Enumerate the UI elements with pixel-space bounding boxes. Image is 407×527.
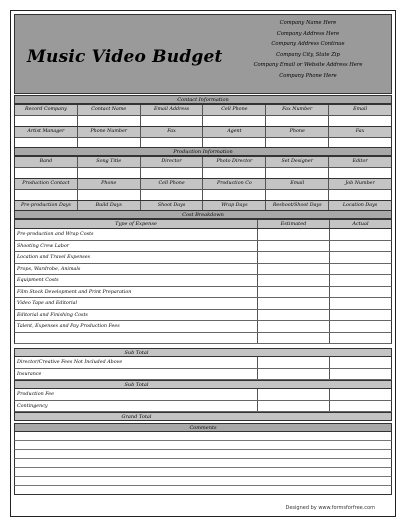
production-input[interactable] bbox=[266, 190, 329, 200]
comment-line[interactable] bbox=[14, 459, 392, 468]
cost-row-blank bbox=[14, 333, 392, 345]
cost-item-label: Location and Travel Expenses bbox=[15, 252, 258, 263]
production-label: Cell Phone bbox=[141, 179, 204, 189]
contact-label: Fax bbox=[355, 129, 365, 134]
cost-row bbox=[14, 241, 392, 253]
production-section-title: Production Information bbox=[14, 147, 392, 156]
comment-line[interactable] bbox=[14, 432, 392, 441]
estimated-input[interactable] bbox=[258, 357, 330, 368]
cost-item-input[interactable] bbox=[15, 333, 258, 344]
production-label: Production Contact bbox=[15, 179, 78, 189]
estimated-input[interactable] bbox=[258, 275, 330, 286]
cost-section-title: Cost Breakdown bbox=[14, 210, 392, 219]
comment-line[interactable] bbox=[14, 468, 392, 477]
company-info bbox=[243, 18, 373, 81]
cost-row bbox=[14, 229, 392, 241]
contact-label: Phone bbox=[266, 127, 329, 137]
cost-row bbox=[14, 287, 392, 299]
contact-label-row-2 bbox=[15, 126, 391, 137]
cost-row bbox=[14, 264, 392, 276]
contact-label: Agent bbox=[203, 127, 266, 137]
contact-grid bbox=[14, 104, 392, 149]
contact-label: Record Company bbox=[15, 105, 78, 115]
estimated-input[interactable] bbox=[258, 298, 330, 309]
cost-item-label: Film Stock Development and Print Preparation bbox=[15, 287, 258, 298]
cost-item-label: Contingency bbox=[15, 401, 258, 412]
production-input[interactable] bbox=[203, 190, 266, 200]
cost-header-estimated: Estimated bbox=[258, 220, 330, 228]
comments-section-title: Comments bbox=[14, 423, 392, 432]
cost-item-label: Insurance bbox=[15, 369, 258, 380]
company-email-field[interactable]: Company Email or Website Address Here bbox=[253, 62, 363, 68]
actual-input[interactable] bbox=[330, 389, 391, 400]
production-label: Song Title bbox=[78, 157, 141, 167]
actual-input[interactable] bbox=[330, 241, 391, 252]
actual-input[interactable] bbox=[330, 333, 391, 344]
contact-input[interactable] bbox=[329, 116, 391, 126]
cost-header-row bbox=[14, 219, 392, 229]
production-input[interactable] bbox=[141, 168, 204, 178]
estimated-input[interactable] bbox=[258, 229, 330, 240]
cost-item-label: Production Fee bbox=[15, 389, 258, 400]
company-address-field[interactable]: Company Address Here bbox=[276, 30, 340, 37]
production-input[interactable] bbox=[141, 190, 204, 200]
production-label-row-1 bbox=[15, 156, 391, 167]
cost-item-label: Pre-production and Wrap Costs bbox=[15, 229, 258, 240]
cost-item-label: Video Tape and Editorial bbox=[15, 298, 258, 309]
cost-row bbox=[14, 321, 392, 333]
contact-label: Email bbox=[353, 107, 368, 112]
production-input[interactable] bbox=[15, 190, 78, 200]
production-input[interactable] bbox=[203, 168, 266, 178]
production-label: Wrap Days bbox=[203, 201, 266, 211]
cost-row bbox=[14, 310, 392, 322]
company-city-field[interactable]: Company City, State Zip bbox=[276, 51, 340, 58]
cost-item-label: Equipment Costs bbox=[15, 275, 258, 286]
production-label: Phone bbox=[78, 179, 141, 189]
production-label: Band bbox=[15, 157, 78, 167]
cost-row bbox=[14, 357, 392, 369]
budget-form bbox=[10, 10, 396, 517]
cost-row bbox=[14, 275, 392, 287]
production-label: Build Days bbox=[78, 201, 141, 211]
comment-line[interactable] bbox=[14, 450, 392, 459]
actual-input[interactable] bbox=[330, 298, 391, 309]
contact-label: Artist Manager bbox=[15, 127, 78, 137]
comment-line[interactable] bbox=[14, 486, 392, 495]
production-label: Director bbox=[141, 157, 204, 167]
contact-label: Email Address bbox=[141, 105, 204, 115]
production-label: Reshoot/Shoot Days bbox=[266, 201, 329, 211]
production-label: Pre-production Days bbox=[15, 201, 78, 211]
estimated-input[interactable] bbox=[258, 369, 330, 380]
footer-credit: Designed by www.formsforfree.com bbox=[285, 505, 375, 511]
actual-input[interactable] bbox=[330, 401, 391, 412]
actual-input[interactable] bbox=[330, 287, 391, 298]
company-name-field[interactable]: Company Name Here bbox=[279, 20, 337, 26]
actual-input[interactable] bbox=[330, 275, 391, 286]
estimated-input[interactable] bbox=[258, 252, 330, 263]
cost-item-label: Editorial and Finishing Costs bbox=[15, 310, 258, 321]
production-input-row-2 bbox=[15, 189, 391, 200]
cost-header-actual: Actual bbox=[352, 221, 369, 227]
actual-input[interactable] bbox=[330, 252, 391, 263]
estimated-input[interactable] bbox=[258, 241, 330, 252]
subtotal-row bbox=[14, 380, 392, 389]
production-label: Job Number bbox=[345, 181, 375, 186]
production-input[interactable] bbox=[329, 168, 391, 178]
contact-input-row-1 bbox=[15, 115, 391, 126]
estimated-input[interactable] bbox=[258, 389, 330, 400]
production-label: Location Days bbox=[342, 203, 378, 208]
cost-item-label: Talent, Expenses and Pay Production Fees bbox=[15, 321, 258, 332]
cost-row bbox=[14, 298, 392, 310]
production-label: Production Co bbox=[203, 179, 266, 189]
estimated-input[interactable] bbox=[258, 264, 330, 275]
production-label: Editor bbox=[352, 159, 368, 164]
production-input[interactable] bbox=[329, 190, 391, 200]
contact-label: Fax Number bbox=[266, 105, 329, 115]
cost-item-label: Shooting Crew Labor bbox=[15, 241, 258, 252]
cost-row bbox=[14, 401, 392, 413]
subtotal-label: Sub Total bbox=[124, 350, 149, 356]
actual-input[interactable] bbox=[330, 264, 391, 275]
cost-row bbox=[14, 389, 392, 401]
cost-row bbox=[14, 252, 392, 264]
cost-row bbox=[14, 369, 392, 381]
subtotal-row bbox=[14, 348, 392, 357]
actual-input[interactable] bbox=[330, 310, 391, 321]
contact-input[interactable] bbox=[203, 116, 266, 126]
production-label: Set Designer bbox=[266, 157, 329, 167]
comment-line[interactable] bbox=[14, 477, 392, 486]
actual-input[interactable] bbox=[330, 229, 391, 240]
actual-input[interactable] bbox=[330, 357, 391, 368]
company-address-continue-field[interactable]: Company Address Continue bbox=[271, 41, 345, 47]
subtotal-label: Sub Total bbox=[124, 382, 149, 388]
contact-section-title: Contact Information bbox=[14, 95, 392, 104]
estimated-input[interactable] bbox=[258, 321, 330, 332]
production-input[interactable] bbox=[78, 190, 141, 200]
contact-label: Fax bbox=[141, 127, 204, 137]
comment-line[interactable] bbox=[14, 441, 392, 450]
grand-total-row bbox=[14, 412, 392, 421]
estimated-input[interactable] bbox=[258, 401, 330, 412]
contact-input[interactable] bbox=[141, 116, 204, 126]
grand-total-label: Grand Total bbox=[121, 414, 152, 420]
contact-input[interactable] bbox=[15, 116, 78, 126]
production-label: Email bbox=[266, 179, 329, 189]
contact-input[interactable] bbox=[78, 116, 141, 126]
actual-input[interactable] bbox=[330, 369, 391, 380]
contact-label: Cell Phone bbox=[203, 105, 266, 115]
cost-header-type: Type of Expense bbox=[15, 220, 258, 228]
actual-input[interactable] bbox=[330, 321, 391, 332]
form-header bbox=[14, 14, 392, 94]
cost-item-label: Director/Creative Fees Not Included Above bbox=[15, 357, 258, 368]
production-label: Photo Director bbox=[203, 157, 266, 167]
production-input[interactable] bbox=[78, 168, 141, 178]
production-input[interactable] bbox=[15, 168, 78, 178]
production-label: Shoot Days bbox=[141, 201, 204, 211]
cost-item-label: Props, Wardrobe, Animals bbox=[15, 264, 258, 275]
contact-label: Phone Number bbox=[78, 127, 141, 137]
contact-label: Contact Name bbox=[78, 105, 141, 115]
contact-input[interactable] bbox=[266, 116, 329, 126]
production-label-row-2 bbox=[15, 178, 391, 189]
estimated-input[interactable] bbox=[258, 333, 330, 344]
form-title: Music Video Budget bbox=[27, 47, 223, 67]
estimated-input[interactable] bbox=[258, 287, 330, 298]
estimated-input[interactable] bbox=[258, 310, 330, 321]
contact-label-row-1 bbox=[15, 104, 391, 115]
production-input-row-1 bbox=[15, 167, 391, 178]
production-input[interactable] bbox=[266, 168, 329, 178]
company-phone-field[interactable]: Company Phone Here bbox=[279, 72, 337, 79]
